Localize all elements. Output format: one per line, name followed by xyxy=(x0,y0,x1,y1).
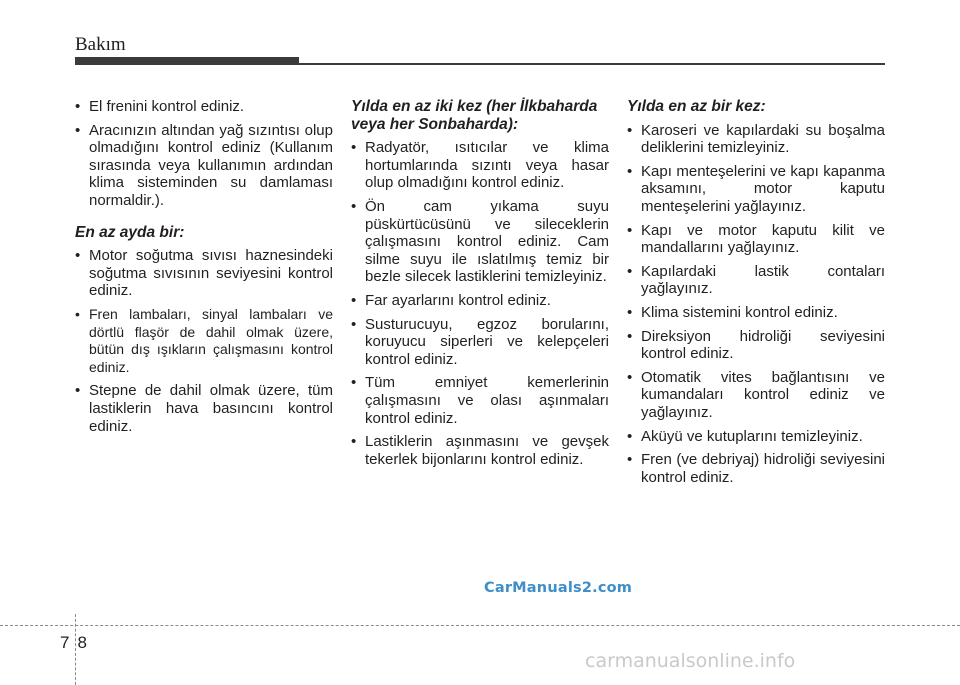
section-heading: En az ayda bir: xyxy=(75,223,185,241)
page-number: 78 xyxy=(60,633,95,652)
watermark-link[interactable]: CarManuals2.com xyxy=(484,580,633,596)
list-item: • Kapı menteşelerini ve kapı kapanma aksamını, motor kaputu menteşelerini yağlayınız. xyxy=(627,163,885,216)
section-heading: Yılda en az iki kez (her İlkbaharda veya her Sonbaharda): xyxy=(351,98,598,133)
list-item: • Lastiklerin aşınmasını ve gevşek tekerlek bijonlarını kontrol ediniz. xyxy=(351,433,609,468)
list-item: • Kapı ve motor kaputu kilit ve mandallarını yağlayınız. xyxy=(627,222,885,257)
header-rule-thin xyxy=(299,63,885,65)
list-item: • Kapılardaki lastik contaları yağlayınız. xyxy=(627,263,885,298)
list-item: • Klima sistemini kontrol ediniz. xyxy=(627,304,885,322)
bullet-list xyxy=(351,139,609,468)
list-item: • Stepne de dahil olmak üzere, tüm lastiklerin hava basıncını kontrol ediniz. xyxy=(75,382,333,435)
footer-rule xyxy=(0,625,960,626)
list-item: • Otomatik vites bağlantısını ve kumandaları kontrol ediniz ve yağlayınız. xyxy=(627,369,885,422)
footer-site-watermark: carmanualsonline.info xyxy=(585,650,796,672)
list-item: • Karoseri ve kapılardaki su boşalma deliklerini temizleyiniz. xyxy=(627,122,885,157)
list-item: • Motor soğutma sıvısı haznesindeki soğutma sıvısının seviyesini kontrol ediniz. xyxy=(75,247,333,300)
bullet-list xyxy=(627,122,885,487)
column-1 xyxy=(75,98,333,441)
list-item: • Fren (ve debriyaj) hidroliği seviyesini kontrol ediniz. xyxy=(627,451,885,486)
section-heading: Yılda en az bir kez: xyxy=(627,98,766,115)
header-rule-thick xyxy=(75,57,299,65)
list-item: • Ön cam yıkama suyu püskürtücüsünü ve sileceklerin çalışmasını kontrol ediniz. Cam silme suyu ile ıslatılmış temiz bir bezle silecek lastiklerini temizleyiniz. xyxy=(351,198,609,286)
list-item: • Fren lambaları, sinyal lambaları ve dörtlü flaşör de dahil olmak üzere, bütün dış ışıkların çalışmasını kontrol ediniz. xyxy=(75,306,333,376)
bullet-list xyxy=(75,247,333,435)
list-item: • Direksiyon hidroliği seviyesini kontrol ediniz. xyxy=(627,328,885,363)
column-3 xyxy=(627,98,885,492)
list-item: • Aracınızın altından yağ sızıntısı olup olmadığını kontrol ediniz (Kullanım sırasında veya kullanımın ardından klima sisteminden su damlaması normaldir.). xyxy=(75,122,333,210)
list-item: • Tüm emniyet kemerlerinin çalışmasını ve olası aşınmaları kontrol ediniz. xyxy=(351,374,609,427)
list-item: • Far ayarlarını kontrol ediniz. xyxy=(351,292,609,310)
column-2 xyxy=(351,98,609,474)
list-item: • Susturucuyu, egzoz borularını, koruyucu siperleri ve kelepçeleri kontrol ediniz. xyxy=(351,316,609,369)
bullet-list xyxy=(75,98,333,210)
section-title: Bakım xyxy=(75,34,126,55)
list-item: • Radyatör, ısıtıcılar ve klima hortumlarında sızıntı veya hasar olup olmadığını kontrol ediniz. xyxy=(351,139,609,192)
list-item: • Aküyü ve kutuplarını temizleyiniz. xyxy=(627,428,885,446)
list-item: • El frenini kontrol ediniz. xyxy=(75,98,333,116)
